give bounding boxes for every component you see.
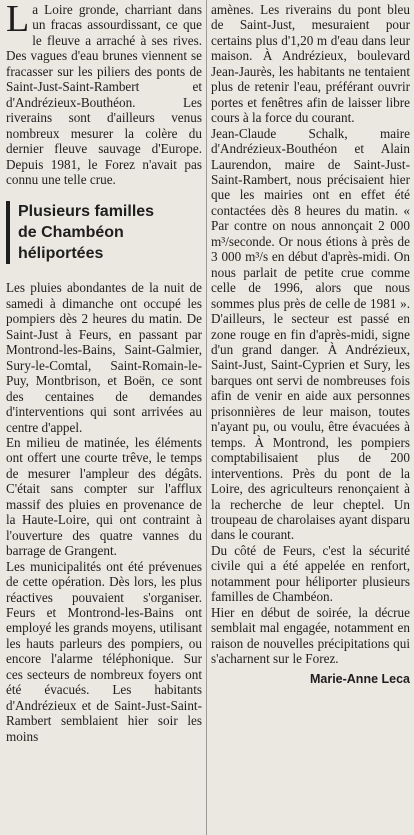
article-paragraph: Jean-Claude Schalk, maire d'Andrézieux-Bouthéon et Alain Laurendon, maire de Saint-Just-Saint-Rambert, nous précisaient hier que les mairies ont en effet été contactées dès 8 heures du matin. « Par contre on nous annonçait 2 000 m³/seconde. Or nous étions à près de 3 000 m³/s en début d'après-midi. On nous parlait de petite crue comme celle de 1996, alors que nous sommes plus près de celle de 1981 ». D'ailleurs, le secteur est passé en zone rouge en fin d'après-midi, signe d'un grand danger. À Andrézieux, Saint-Just, Saint-Cyprien et Sury, les barques ont servi de nombreuses fois afin de venir en aide aux personnes prisonnières de leur maison, toutes n'ayant pu, ou voulu, être évacuées à temps. À Montrond, les pompiers comptabilisaient plus de 200 interventions. Près du pont de la Loire, des agriculteurs renonçaient à la recherche de leur cheptel. Un troupeau de charolaises ayant disparu dans le courant. (211, 125, 410, 543)
article-paragraph: Les municipalités ont été prévenues de cette opération. Dès lors, les plus réactives pouvaient s'organiser. Feurs et Montrond-les-Bains ont employé les grands moyens, utilisant les hauts parleurs des pompiers, ou encore l'alarme téléphonique. Sur ces secteurs de nombreux foyers ont été évacués. Les habitants d'Andrézieux et de Saint-Just-Saint-Rambert semblaient hier soir les moins (6, 558, 202, 744)
subheading-line: héliportées (18, 245, 104, 263)
drop-cap: L (6, 0, 30, 40)
article-paragraph: Les pluies abondantes de la nuit de samedi à dimanche ont occupé les pompiers dès 2 heures du matin. De Saint-Just à Feurs, en passant par Montrond-les-Bains, Saint-Galmier, Sury-le-Comtal, Saint-Romain-le-Puy, Montbrison, et Boën, ce sont des centaines de demandes d'interventions qui sont arrivées au centre d'appel. (6, 280, 202, 435)
article-paragraph: En milieu de matinée, les éléments ont offert une courte trêve, le temps de mesurer l'ampleur des dégâts. C'était sans compter sur l'afflux massif des pluies en provenance de la Haute-Loire, qui ont contraint à l'ouverture des quatre vannes du barrage de Grangent. (6, 434, 202, 559)
article-subheading (6, 201, 202, 264)
author-byline: Marie-Anne Leca (309, 672, 410, 687)
subheading-line: de Chambéon (18, 224, 124, 242)
column-divider (206, 0, 207, 835)
article-paragraph (6, 2, 202, 187)
article-column-left (6, 2, 202, 744)
article-paragraph: Hier en début de soirée, la décrue semblait mal engagée, notamment en raison de nouvelles précipitations qui s'acharnent sur le Forez. (211, 604, 410, 667)
subheading-line: Plusieurs familles (18, 203, 155, 221)
article-paragraph: Du côté de Feurs, c'est la sécurité civile qui a été appelée en renfort, notamment pour héliporter plusieurs familles de Chambéon. (211, 542, 410, 605)
article-column-right (211, 2, 410, 688)
paragraph-text: a Loire gronde, charriant dans un fracas assourdissant, ce que le fleuve a arraché à ses rives. Des vagues d'eau brunes viennent se fracasser sur les piliers des ponts de Saint-Just-Saint-Rambert et d'Andrézieux-Bouthéon. Les riverains sont d'ailleurs venus nombreux mesurer la colère du dernier fleuve sauvage d'Europe. Depuis 1981, le Forez n'avait pas connu une telle crue. (6, 2, 202, 187)
article-paragraph: amènes. Les riverains du pont bleu de Saint-Just, mesuraient pour certains plus d'1,20 m d'eau dans leur maison. À Andrézieux, boulevard Jean-Jaurès, les habitants ne tentaient plus de retenir l'eau, préférant ouvrir portes et fenêtres afin de laisser libre cours à la force du courant. (211, 2, 410, 126)
